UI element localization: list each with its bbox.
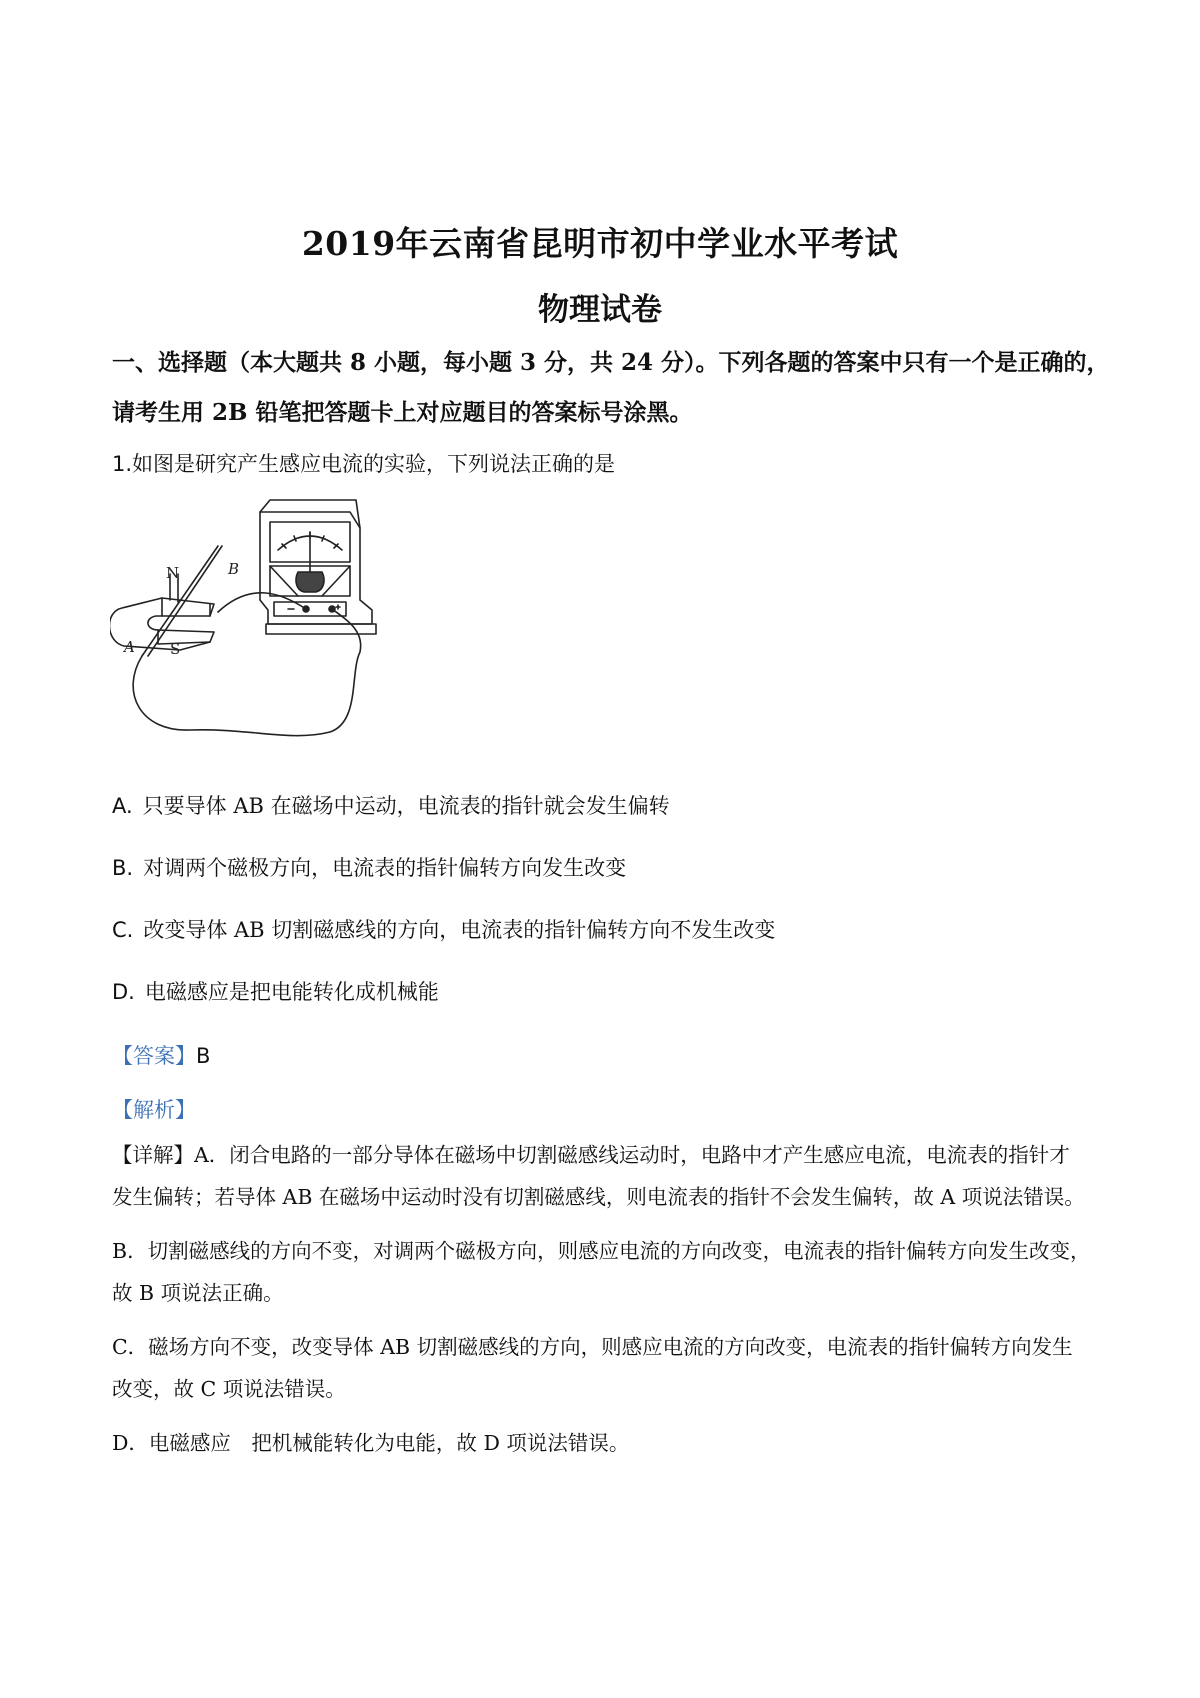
detail-p4-line: D．电磁感应 把机械能转化为电能，故 D 项说法错误。 [112, 1431, 630, 1455]
option-b [112, 852, 1112, 882]
option-d-label: D. [112, 980, 135, 1004]
detail-paragraph-1 [112, 1140, 1100, 1212]
exam-title: 2019年云南省昆明市初中学业水平考试 [301, 224, 899, 263]
option-a [112, 790, 1112, 820]
answer-value: B [196, 1044, 211, 1068]
option-d-text: 电磁感应是把电能转化成机械能 [144, 980, 439, 1004]
analysis-tag: 【解析】 [112, 1098, 196, 1122]
label-a: A [124, 638, 135, 656]
option-c [112, 914, 1112, 944]
option-d [112, 976, 1112, 1006]
label-n: N [166, 564, 180, 582]
detail-p2-line-2: 故 B 项说法正确。 [112, 1281, 284, 1305]
option-c-label: C. [112, 918, 134, 942]
galvanometer-base [266, 624, 376, 634]
answer-tag: 【答案】 [112, 1044, 196, 1068]
analysis-line [112, 1094, 1112, 1124]
option-a-label: A. [112, 794, 133, 818]
detail-paragraph-3 [112, 1332, 1100, 1404]
option-c-text: 改变导体 AB 切割磁感线的方向，电流表的指针偏转方向不发生改变 [143, 918, 776, 942]
galvanometer-coil [296, 572, 324, 592]
detail-p2-line-1: B．切割磁感线的方向不变，对调两个磁极方向，则感应电流的方向改变，电流表的指针偏转方向发生改变， [112, 1239, 1091, 1263]
question-number: 1. [112, 452, 133, 476]
label-s: S [170, 640, 181, 658]
answer-line [112, 1040, 1112, 1070]
question-text: 如图是研究产生感应电流的实验，下列说法正确的是 [132, 452, 616, 476]
option-a-text: 只要导体 AB 在磁场中运动，电流表的指针就会发生偏转 [142, 794, 670, 818]
detail-p1-line-2: 发生偏转；若导体 AB 在磁场中运动时没有切割磁感线，则电流表的指针不会发生偏转，故 A 项说法错误。 [112, 1185, 1085, 1209]
detail-p1-line-1: 【详解】A．闭合电路的一部分导体在磁场中切割磁感线运动时，电路中才产生感应电流，电流表的指针才 [112, 1143, 1070, 1167]
detail-p3-line-1: C．磁场方向不变，改变导体 AB 切割磁感线的方向，则感应电流的方向改变，电流表的指针偏转方向发生 [112, 1335, 1073, 1359]
detail-paragraph-4 [112, 1428, 1100, 1458]
exam-subtitle: 物理试卷 [538, 292, 662, 328]
induction-experiment-figure [110, 492, 430, 762]
section-heading-line-1: 一、选择题（本大题共 8 小题，每小题 3 分，共 24 分）。下列各题的答案中只有一个是正确的， [112, 349, 1110, 376]
option-b-label: B. [112, 856, 134, 880]
section-heading-line-2: 请考生用 2B 铅笔把答题卡上对应题目的答案标号涂黑。 [112, 399, 693, 426]
detail-paragraph-2 [112, 1236, 1100, 1308]
galvanometer-top [260, 500, 360, 528]
label-b: B [228, 560, 240, 578]
detail-p3-line-2: 改变，故 C 项说法错误。 [112, 1377, 346, 1401]
galvanometer-case [260, 512, 372, 624]
option-b-text: 对调两个磁极方向，电流表的指针偏转方向发生改变 [143, 856, 627, 880]
question-1-stem [112, 448, 1112, 478]
